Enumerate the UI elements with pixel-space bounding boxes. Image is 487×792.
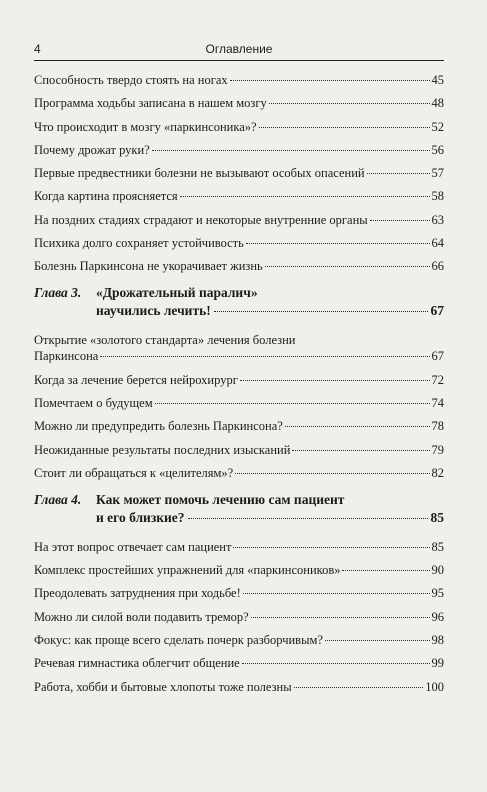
dot-leader [214,311,428,312]
chapter-title-line2: и его близкие? [96,509,185,525]
toc-entry-title: Когда картина проясняется [34,189,178,204]
toc-entry-title: На этот вопрос отвечает сам пациент [34,539,232,554]
chapter-heading-3 [34,284,444,320]
toc-entry-page: 82 [431,465,444,480]
dot-leader [188,518,428,519]
toc-entry-title: Неожиданные результаты последних изысканий [34,442,291,457]
dot-leader [242,663,430,664]
toc-entry [34,142,444,158]
running-title: Оглавление [205,42,273,56]
toc-entry-page: 85 [431,539,444,554]
toc-entry-title: Работа, хобби и бытовые хлопоты тоже полезны [34,679,292,694]
toc-entry-title: Помечтаем о будущем [34,395,153,410]
toc-entry-page: 45 [431,73,444,87]
header-rule [34,60,444,61]
chapter-page: 67 [430,303,444,319]
toc-entry [34,465,444,481]
page-number: 4 [34,42,41,56]
toc-entry-title: Преодолевать затруднения при ходьбе! [34,586,241,601]
toc-entry-page: 79 [431,442,444,457]
dot-leader [294,687,424,688]
toc-entry [34,679,444,695]
dot-leader [325,640,430,641]
toc-entry-title: Что происходит в мозгу «паркинсоника»? [34,119,257,134]
toc-entry [34,188,444,204]
toc-entry [34,258,444,274]
chapter-title-line1: «Дрожательный паралич» [96,285,258,301]
dot-leader [155,403,430,404]
toc-entries [34,72,444,702]
toc-entry-title: Речевая гимнастика облегчит общение [34,656,240,671]
toc-entry [34,632,444,648]
dot-leader [367,173,430,174]
toc-entry-page: 72 [431,372,444,387]
toc-entry [34,418,444,434]
dot-leader [230,80,430,81]
toc-entry [34,72,444,88]
toc-entry [34,332,444,364]
toc-entry-title: Первые предвестники болезни не вызывают особых опасений [34,166,365,181]
toc-entry-title: Психика долго сохраняет устойчивость [34,236,244,251]
chapter-title-line1: Как может помочь лечению сам пациент [96,491,345,507]
toc-entry [34,562,444,578]
dot-leader [370,220,430,221]
toc-entry [34,119,444,135]
dot-leader [246,243,430,244]
toc-entry-page: 96 [431,609,444,624]
toc-entry-title: Можно ли силой воли подавить тремор? [34,609,249,624]
chapter-label: Глава 3. [34,285,82,301]
toc-entry-title: Фокус: как проще всего сделать почерк разборчивым? [34,633,323,648]
toc-entry-page: 56 [431,142,444,157]
chapter-heading-4 [34,491,444,527]
toc-entry-title: Открытие «золотого стандарта» лечения болезни [34,333,296,348]
dot-leader [285,426,430,427]
dot-leader [259,127,430,128]
toc-entry-title: Программа ходьбы записана в нашем мозгу [34,96,267,111]
dot-leader [180,196,430,197]
toc-entry-page: 99 [431,656,444,671]
chapter-label: Глава 4. [34,491,82,507]
toc-entry-page: 58 [431,189,444,204]
chapter-title-line2: научились лечить! [96,303,211,319]
toc-entry-page: 52 [431,119,444,134]
toc-entry [34,165,444,181]
toc-entry [34,442,444,458]
toc-entry-page: 57 [431,166,444,181]
toc-entry-title: Способность твердо стоять на ногах [34,73,228,87]
toc-entry [34,372,444,388]
dot-leader [235,473,429,474]
toc-entry-page: 67 [431,349,444,364]
toc-entry-title: Болезнь Паркинсона не укорачивает жизнь [34,259,263,274]
dot-leader [243,593,430,594]
toc-entry-title: Комплекс простейших упражнений для «паркинсоников» [34,563,341,578]
dot-leader [233,547,429,548]
toc-entry-page: 74 [431,395,444,410]
toc-entry [34,212,444,228]
toc-entry-page: 95 [431,586,444,601]
chapter-page: 85 [430,509,444,525]
toc-entry-page: 100 [425,679,444,694]
toc-entry-page: 90 [431,563,444,578]
toc-entry-page: 48 [431,96,444,111]
page-header [34,42,444,62]
toc-entry-title: Когда за лечение берется нейрохирург [34,372,238,387]
dot-leader [265,266,430,267]
dot-leader [100,356,429,357]
toc-entry-title: На поздних стадиях страдают и некоторые внутренние органы [34,212,368,227]
toc-entry-title: Стоит ли обращаться к «целителям»? [34,465,234,480]
toc-entry [34,585,444,601]
toc-entry-page: 63 [431,212,444,227]
toc-entry-title: Почему дрожат руки? [34,142,150,157]
dot-leader [292,450,429,451]
toc-entry-title-cont: Паркинсона [34,349,99,364]
toc-entry [34,395,444,411]
dot-leader [152,150,430,151]
toc-entry [34,609,444,625]
dot-leader [240,380,430,381]
toc-entry-page: 66 [431,259,444,274]
toc-entry-page: 64 [431,236,444,251]
toc-entry [34,95,444,111]
dot-leader [251,617,430,618]
toc-entry-page: 78 [431,419,444,434]
toc-entry-title: Можно ли предупредить болезнь Паркинсона? [34,419,283,434]
dot-leader [269,103,430,104]
dot-leader [342,570,429,571]
toc-entry [34,235,444,251]
toc-entry [34,655,444,671]
toc-entry-page: 98 [431,633,444,648]
toc-entry [34,539,444,555]
